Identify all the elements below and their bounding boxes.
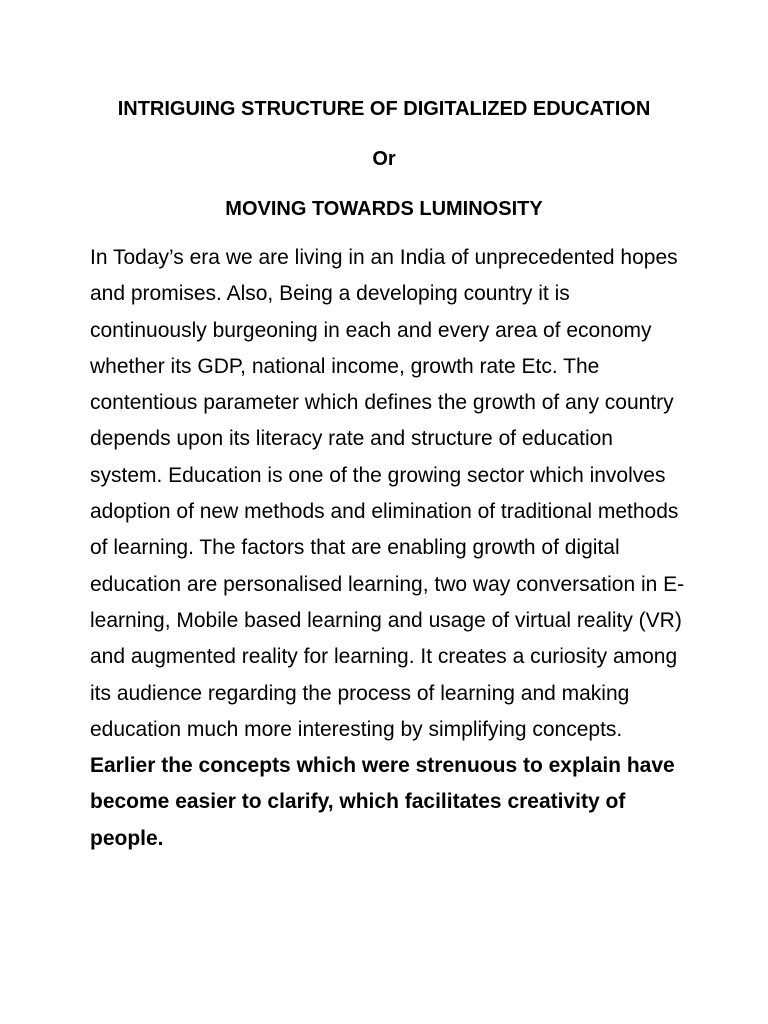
paragraph-bold-text: Earlier the concepts which were strenuous to explain have become easier to clarify, which facilitates creativity of people.	[90, 754, 675, 850]
document-title-or: Or	[372, 148, 396, 170]
paragraph-regular-text: In Today’s era we are living in an India of unprecedented hopes and promises. Also, Being a developing country it is continuously burgeoning in each and every area of economy whether its GDP, national income, growth rate Etc. The contentious parameter which defines the growth of any country depends upon its literacy rate and structure of education system. Education is one of the growing sector which involves adoption of new methods and elimination of traditional methods of learning. The factors that are enabling growth of digital education are personalised learning, two way conversation in E-learning, Mobile based learning and usage of virtual reality (VR) and augmented reality for learning. It creates a curiosity among its audience regarding the process of learning and making education much more interesting by simplifying concepts.	[90, 246, 685, 741]
document-subtitle: MOVING TOWARDS LUMINOSITY	[225, 198, 543, 220]
document-title: INTRIGUING STRUCTURE OF DIGITALIZED EDUCATION	[117, 98, 651, 120]
body-paragraph	[90, 240, 690, 857]
